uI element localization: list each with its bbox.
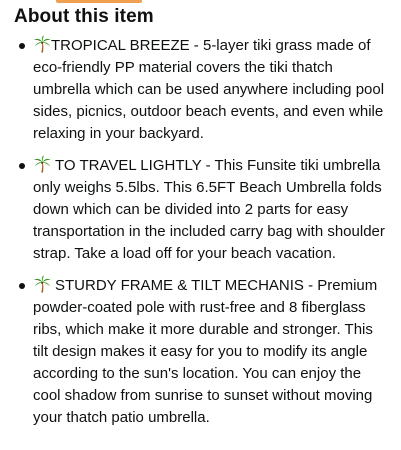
palm-tree-icon <box>33 35 51 53</box>
feature-bullet <box>0 155 401 265</box>
feature-bullet <box>0 35 401 145</box>
palm-tree-icon <box>33 155 51 173</box>
feature-bullet-text: STURDY FRAME & TILT MECHANIS - Premium powder-coated pole with rust-free and 8 fiberglass ribs, which make it more durable and stronger. This tilt design makes it easy for you to modify its angle according to the sun's location. You can enjoy the cool shadow from sunrise to sunset without moving your thatch patio umbrella. <box>33 277 378 426</box>
bullet-dot <box>19 163 25 169</box>
bullet-dot <box>19 43 25 49</box>
feature-bullet-list <box>0 35 401 439</box>
feature-bullet-text: TROPICAL BREEZE - 5-layer tiki grass made of eco-friendly PP material covers the tiki thatch umbrella which can be used anywhere including pool sides, picnics, outdoor beach events, and even while relaxing in your backyard. <box>33 37 385 142</box>
tab-underline-accent <box>56 0 142 3</box>
section-title: About this item <box>14 6 154 27</box>
feature-bullet-text: TO TRAVEL LIGHTLY - This Funsite tiki umbrella only weighs 5.5lbs. This 6.5FT Beach Umbrella folds down which can be divided into 2 parts for easy transportation in the included carry bag with shoulder strap. Take a load off for your beach vacation. <box>33 157 385 262</box>
bullet-dot <box>19 283 25 289</box>
feature-bullet <box>0 275 401 429</box>
palm-tree-icon <box>33 275 51 293</box>
